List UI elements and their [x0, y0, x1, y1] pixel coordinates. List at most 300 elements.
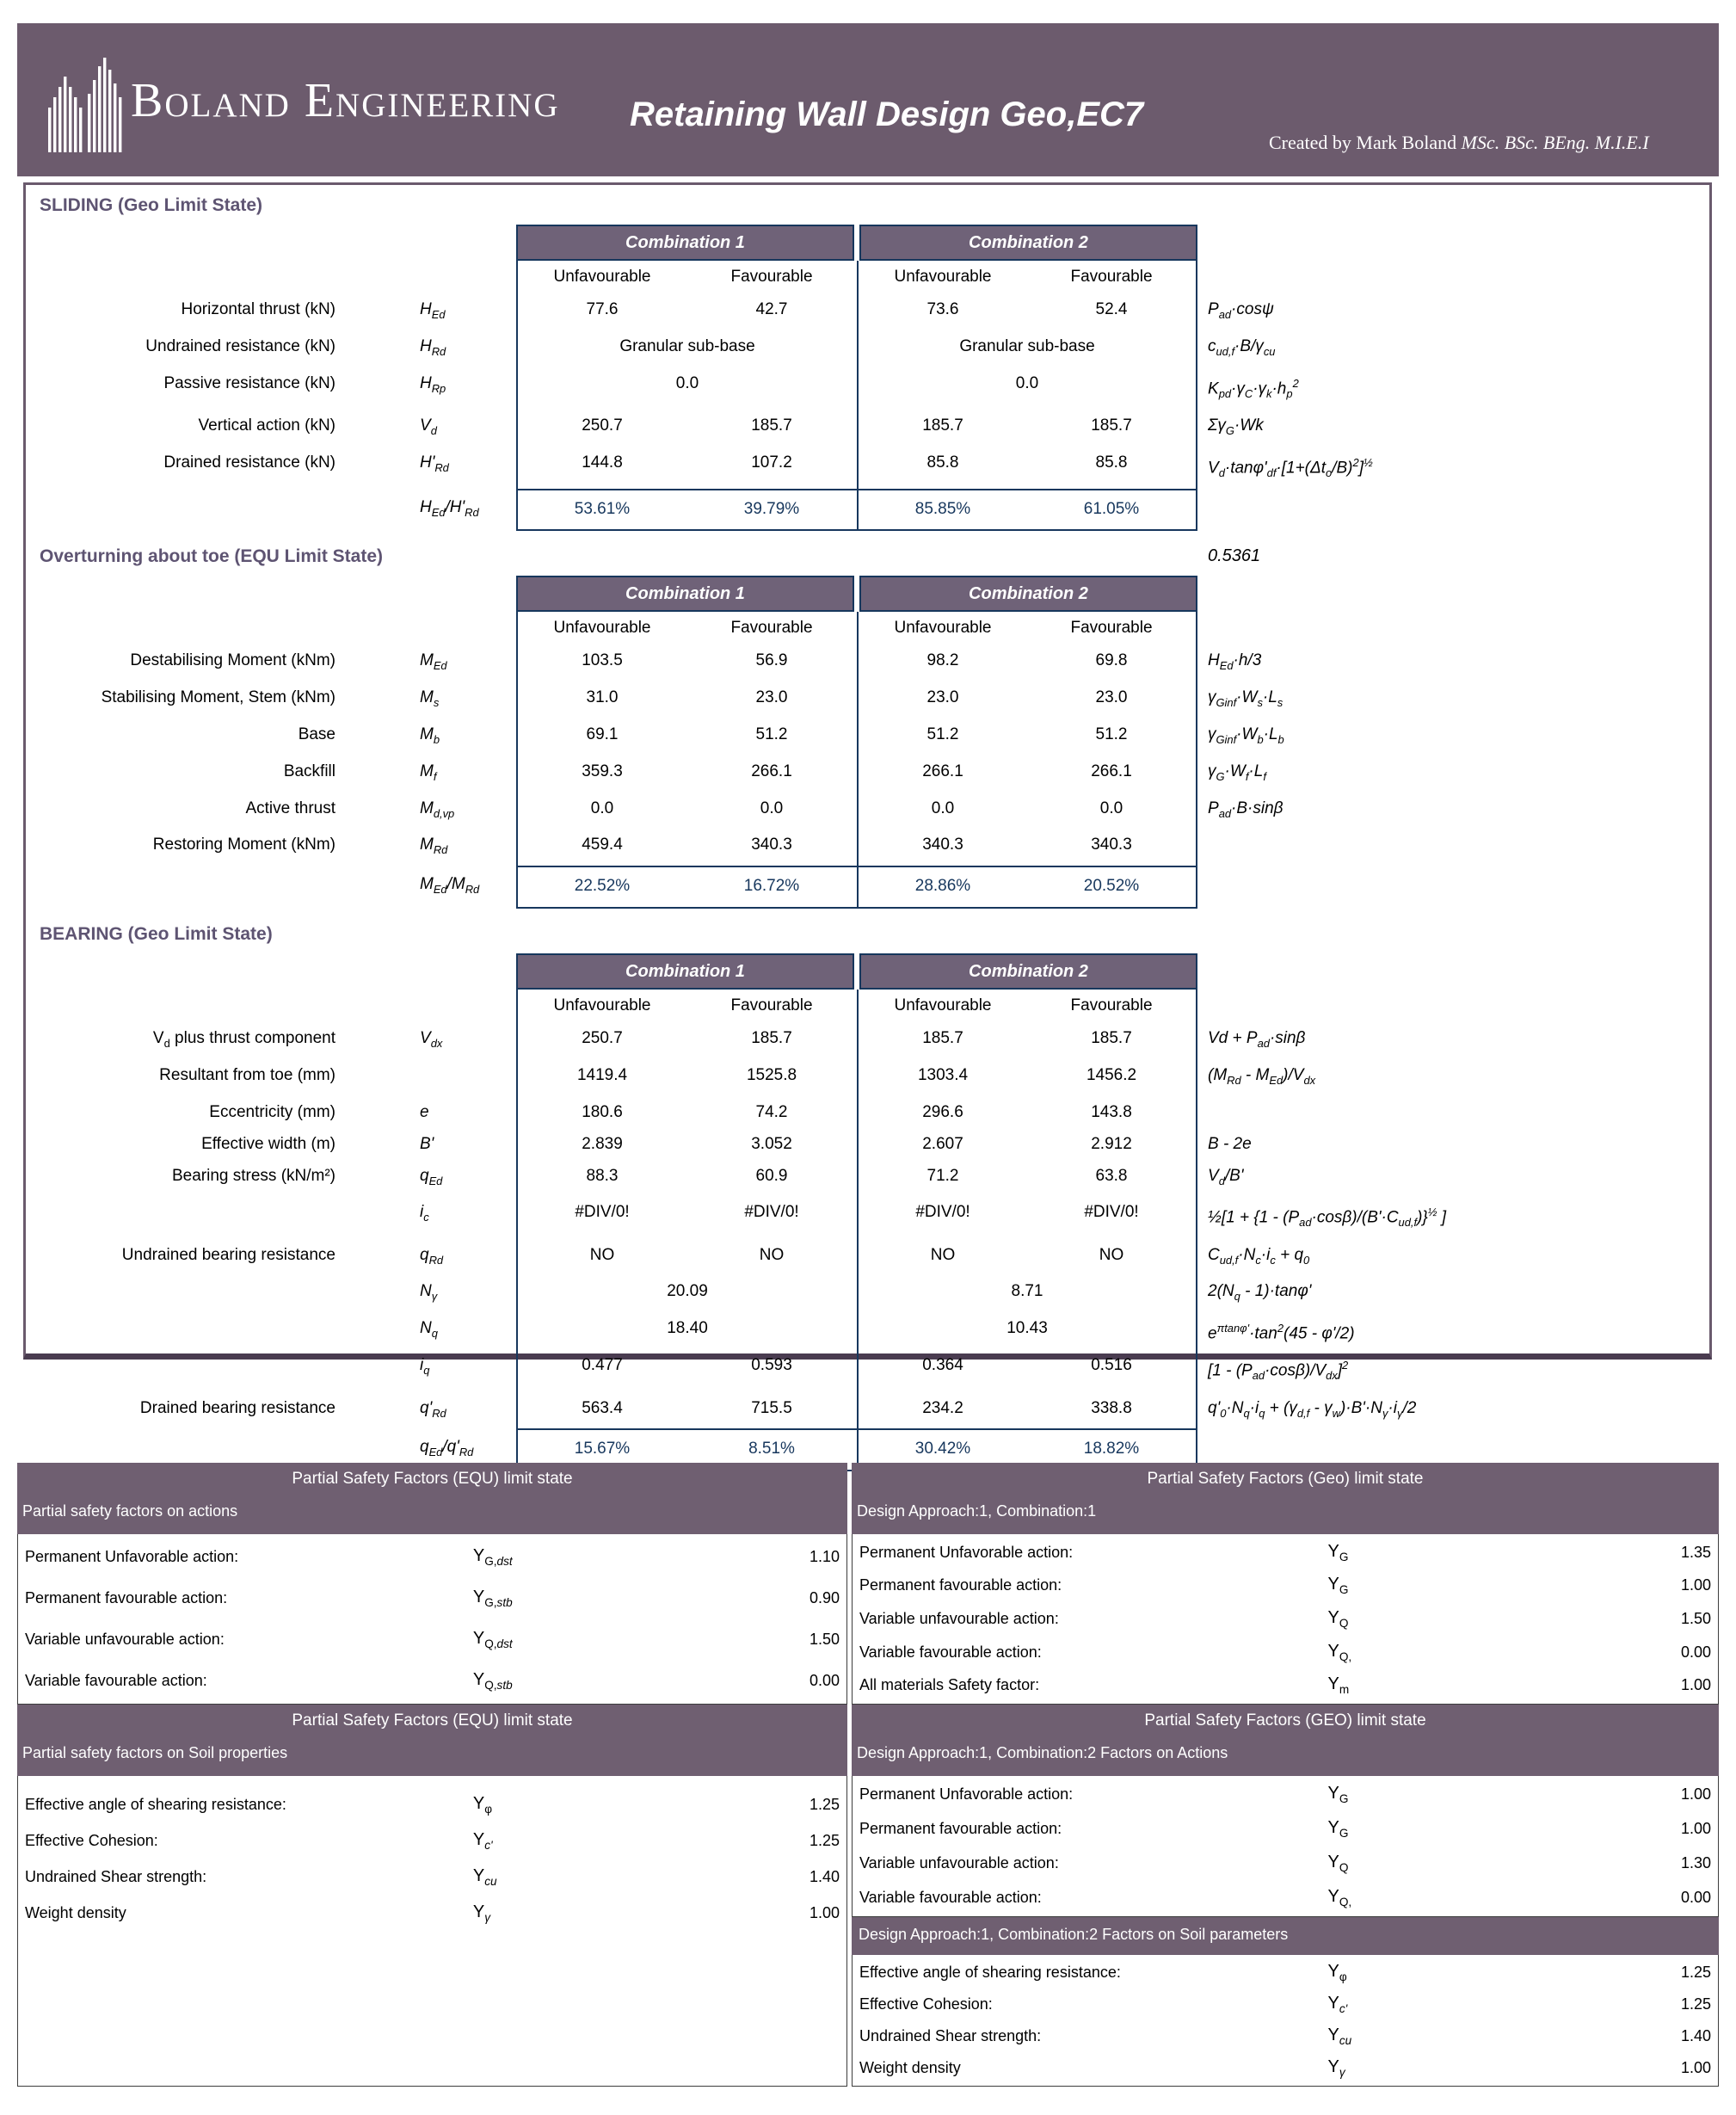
factor-label: Permanent favourable action:: [25, 1588, 228, 1606]
credit-line: [1269, 132, 1649, 154]
formula-cell: $\gamma_{Ginf}\cdot W_b\cdot L_b$: [1208, 725, 1284, 746]
value-cell: 31.0: [516, 681, 686, 718]
factor-label: Effective Cohesion:: [859, 1995, 993, 2013]
factor-label: Undrained Shear strength:: [859, 2027, 1042, 2044]
factor-symbol: $\Upsilon_{c'}$: [1327, 1994, 1348, 2015]
table-row: [34, 447, 1709, 489]
factor-label: Variable favourable action:: [859, 1643, 1042, 1661]
row-label: Resultant from toe (mm): [159, 1065, 336, 1084]
factor-label: All materials Safety factor:: [859, 1676, 1040, 1694]
value-cell: 56.9: [755, 651, 788, 670]
factor-symbol: $\Upsilon_G$: [1327, 1541, 1349, 1563]
factor-label: Variable unfavourable action:: [859, 1853, 1059, 1871]
formula-cell: $P_{ad}\cdot\cos\psi$: [1208, 300, 1274, 321]
row-symbol: $M_{d,vp}$: [420, 799, 455, 820]
value-cell: NO: [1027, 1239, 1197, 1276]
value-cell: 266.1: [1027, 755, 1197, 792]
formula-cell: $V_d/B'$: [1208, 1166, 1244, 1187]
factor-value: 1.00: [1680, 1785, 1711, 1804]
factor-symbol: $\Upsilon_G$: [1327, 1784, 1349, 1806]
factor-value: 1.40: [1680, 2027, 1711, 2044]
factor-label: Weight density: [859, 2059, 961, 2076]
ratio-value-cell: 30.42%: [857, 1428, 1027, 1471]
factor-value: 1.50: [1680, 1609, 1711, 1627]
row-label: Eccentricity (mm): [209, 1102, 336, 1121]
row-symbol: $V_d$: [420, 416, 437, 437]
row-symbol: $i_c$: [420, 1203, 429, 1224]
row-label: Restoring Moment (kNm): [152, 836, 336, 854]
value-cell: 51.2: [1027, 718, 1197, 755]
factor-value: 0.00: [809, 1672, 840, 1690]
factor-symbol: $\Upsilon_{Q,stb}$: [472, 1670, 513, 1693]
factor-band-subtitle: Partial safety factors on actions: [22, 1502, 238, 1520]
formula-cell: $H_{Ed}\cdot h/3$: [1208, 651, 1262, 673]
column-header: Unfavourable: [857, 261, 1027, 293]
value-cell: 1456.2: [1027, 1059, 1197, 1096]
factor-band-left-1: [17, 1705, 847, 1776]
value-cell: 340.3: [751, 836, 792, 854]
factor-label: Variable unfavourable action:: [25, 1631, 225, 1649]
formula-cell: $K_{pd}\cdot\gamma_C\cdot\gamma_k\cdot h_p^2$: [1208, 376, 1299, 400]
row-label: Undrained resistance (kN): [145, 336, 336, 355]
value-cell: 185.7: [751, 416, 792, 435]
factor-label: Variable unfavourable action:: [859, 1609, 1059, 1627]
factor-band-title: Partial Safety Factors (Geo) limit state: [1147, 1470, 1424, 1488]
factor-symbol: $\Upsilon_m$: [1327, 1674, 1350, 1697]
factor-label: Undrained Shear strength:: [25, 1867, 207, 1885]
formula-cell: $\gamma_G\cdot W_f\cdot L_f$: [1208, 762, 1266, 783]
row-symbol: $H_{Ed}$: [420, 300, 446, 321]
column-headers-row: [34, 990, 1709, 1022]
factor-row: [25, 1786, 840, 1822]
value-cell: #DIV/0!: [516, 1196, 686, 1238]
ratio-value-cell: 61.05%: [1027, 489, 1197, 532]
table-row: [34, 367, 1709, 410]
factor-band-right-2: [852, 1917, 1719, 1955]
factor-symbol: $\Upsilon_{Q,}$: [1327, 1886, 1352, 1908]
ratio-value-cell: 53.61%: [516, 489, 686, 532]
factor-row: [859, 1608, 1711, 1630]
factor-value: 1.10: [809, 1547, 840, 1565]
formula-cell: $e^{\pi tan\varphi'}\cdot\tan^2(45 - \varphi'/2)$: [1208, 1322, 1355, 1343]
factor-row: [25, 1588, 840, 1609]
ratio-symbol: $M_{Ed}/M_{Rd}$: [420, 875, 480, 897]
column-header: Favourable: [730, 268, 813, 286]
row-symbol: e: [420, 1102, 429, 1121]
formula-cell: $\gamma_{Ginf}\cdot W_s\cdot L_s$: [1208, 688, 1284, 710]
value-cell: 60.9: [755, 1166, 788, 1185]
ratio-value-cell: 15.67%: [516, 1428, 686, 1471]
value-cell-merged: 18.40: [516, 1312, 857, 1349]
factor-symbol: $\Upsilon_{Q,}$: [1327, 1641, 1352, 1663]
table-row: [34, 718, 1709, 755]
combination-band-row: [34, 225, 1709, 261]
row-symbol: $N_\gamma$: [420, 1282, 438, 1304]
value-cell: 0.364: [857, 1349, 1027, 1391]
factor-row: [859, 1994, 1711, 2015]
factor-row: [25, 1859, 840, 1895]
value-cell: 296.6: [857, 1096, 1027, 1128]
row-label: [34, 489, 349, 532]
column-header: Unfavourable: [516, 612, 686, 644]
value-cell-merged: 0.0: [516, 367, 857, 410]
value-cell: 52.4: [1027, 293, 1197, 330]
row-label: Vertical action (kN): [198, 416, 336, 435]
factor-symbol: $\Upsilon_\gamma$: [472, 1902, 490, 1924]
table-row: [34, 410, 1709, 447]
factor-symbol: $\Upsilon_\gamma$: [1327, 2057, 1345, 2079]
value-cell: 0.0: [760, 799, 784, 817]
value-cell: 23.0: [1027, 681, 1197, 718]
value-cell: 63.8: [1027, 1160, 1197, 1197]
value-cell: 85.8: [857, 447, 1027, 489]
value-cell: 103.5: [516, 644, 686, 681]
factor-symbol: $\Upsilon_\varphi$: [472, 1793, 493, 1816]
factor-band-right-0: [852, 1463, 1719, 1534]
factor-band-title: Partial Safety Factors (GEO) limit state: [1144, 1711, 1426, 1730]
value-cell-merged: 20.09: [516, 1275, 857, 1312]
value-cell: 715.5: [751, 1398, 792, 1417]
factor-label: Permanent Unfavorable action:: [25, 1547, 239, 1565]
formula-cell: $2(N_q - 1)\cdot\tan\varphi'$: [1208, 1282, 1312, 1304]
value-cell: 88.3: [516, 1160, 686, 1197]
factor-row: [859, 1962, 1711, 1983]
value-cell: 85.8: [1027, 447, 1197, 489]
value-cell: 0.0: [516, 792, 686, 829]
value-cell: 266.1: [751, 762, 792, 780]
section-overturning: [34, 546, 1709, 909]
factor-symbol: $\Upsilon_{G,dst}$: [472, 1545, 513, 1568]
value-cell: 266.1: [857, 755, 1027, 792]
factor-row: [25, 1629, 840, 1650]
row-symbol: $q'_{Rd}$: [420, 1398, 446, 1420]
value-cell: 563.4: [516, 1392, 686, 1429]
factor-rows-right-0: [852, 1534, 1719, 1705]
factor-row: [859, 1853, 1711, 1874]
formula-cell: $C_{ud,f}\cdot N_c\cdot i_c + q_0$: [1208, 1245, 1310, 1267]
row-symbol: $M_f$: [420, 762, 437, 783]
table-row: [34, 1059, 1709, 1096]
table-row: [34, 1275, 1709, 1312]
row-label: Drained resistance (kN): [163, 453, 336, 472]
row-label: [34, 1312, 349, 1349]
factor-row: [859, 1674, 1711, 1696]
ratio-value-cell: 39.79%: [686, 489, 857, 532]
factor-row: [859, 1784, 1711, 1805]
value-cell-merged: 8.71: [857, 1275, 1197, 1312]
factor-band-right-1: [852, 1705, 1719, 1776]
value-cell: 69.1: [516, 718, 686, 755]
ratio-value-cell: 18.82%: [1027, 1428, 1197, 1471]
column-header: Favourable: [1027, 990, 1197, 1022]
row-symbol: $H'_{Rd}$: [420, 453, 449, 474]
factor-symbol: $\Upsilon_{Q,dst}$: [472, 1629, 513, 1651]
credit-prefix: Created by Mark Boland: [1269, 132, 1462, 153]
value-cell: 234.2: [857, 1392, 1027, 1429]
value-cell: NO: [759, 1245, 785, 1264]
row-label: Undrained bearing resistance: [121, 1245, 336, 1264]
row-label: Horizontal thrust (kN): [181, 300, 336, 318]
value-cell: 71.2: [857, 1160, 1027, 1197]
value-cell: 250.7: [516, 1022, 686, 1059]
factor-band-subtitle: Design Approach:1, Combination:1: [857, 1502, 1097, 1520]
factor-label: Permanent Unfavorable action:: [859, 1785, 1074, 1804]
column-headers-row: [34, 612, 1709, 644]
formula-cell: B - 2e: [1208, 1134, 1252, 1153]
factor-band-title: Partial Safety Factors (EQU) limit state: [292, 1711, 573, 1730]
value-cell: 0.593: [751, 1356, 792, 1375]
ratio-value-cell: 20.52%: [1027, 866, 1197, 909]
value-cell: 0.477: [516, 1349, 686, 1391]
value-cell: 98.2: [857, 644, 1027, 681]
value-cell: 338.8: [1027, 1392, 1197, 1429]
column-header: Unfavourable: [516, 261, 686, 293]
factor-value: 1.25: [809, 1831, 840, 1849]
factor-symbol: $\Upsilon_{cu}$: [472, 1865, 497, 1888]
factor-row: [859, 1818, 1711, 1840]
column-header: Favourable: [730, 996, 813, 1015]
ratio-symbol: $H_{Ed}/H'_{Rd}$: [420, 497, 479, 519]
row-label: [34, 1275, 349, 1312]
row-label: Drained bearing resistance: [139, 1398, 336, 1417]
value-cell: 2.607: [857, 1128, 1027, 1160]
row-label: Destabilising Moment (kNm): [130, 651, 336, 670]
value-cell: 185.7: [857, 1022, 1027, 1059]
combination-1-header: Combination 1: [516, 225, 854, 261]
factor-symbol: $\Upsilon_{cu}$: [1327, 2026, 1352, 2047]
combination-2-header: Combination 2: [859, 953, 1197, 990]
row-symbol: $i_q$: [420, 1356, 430, 1378]
ratio-row: [34, 489, 1709, 532]
value-cell-merged: 10.43: [857, 1312, 1197, 1349]
factor-symbol: $\Upsilon_\varphi$: [1327, 1962, 1347, 1983]
factor-symbol: $\Upsilon_G$: [1327, 1575, 1349, 1597]
factor-label: Effective Cohesion:: [25, 1831, 158, 1849]
factor-value: 1.40: [809, 1867, 840, 1885]
factor-value: 1.50: [809, 1631, 840, 1649]
formula-cell: $\Sigma\gamma_G\cdot Wk$: [1208, 416, 1264, 437]
row-label: [34, 1196, 349, 1238]
factor-row: [859, 1542, 1711, 1563]
table-row: [34, 1160, 1709, 1197]
factor-value: 0.00: [1680, 1643, 1711, 1661]
table-row: [34, 1239, 1709, 1276]
factor-symbol: $\Upsilon_Q$: [1327, 1607, 1349, 1630]
row-symbol: $H_{Rp}$: [420, 373, 446, 395]
calculation-panel: [23, 182, 1712, 1459]
value-cell: 250.7: [516, 410, 686, 447]
value-cell-merged: Granular sub-base: [857, 330, 1197, 367]
factor-symbol: $\Upsilon_{G,stb}$: [472, 1587, 513, 1609]
factor-value: 1.00: [1680, 1676, 1711, 1694]
formula-cell: $(M_{Rd} - M_{Ed})/V_{dx}$: [1208, 1065, 1316, 1087]
section-header: [34, 546, 1709, 567]
table-row: [34, 1349, 1709, 1391]
app-header: [17, 23, 1719, 176]
value-cell: 23.0: [857, 681, 1027, 718]
factor-symbol: $\Upsilon_G$: [1327, 1818, 1349, 1841]
factor-label: Effective angle of shearing resistance:: [859, 1964, 1121, 1981]
value-cell-merged: Granular sub-base: [516, 330, 857, 367]
factor-value: 1.25: [1680, 1964, 1711, 1981]
combination-band-row: [34, 576, 1709, 612]
row-label: Effective width (m): [201, 1134, 336, 1153]
value-cell: NO: [516, 1239, 686, 1276]
row-symbol: $M_b$: [420, 725, 440, 746]
factor-row: [859, 1575, 1711, 1596]
brand-name: Boland Engineering: [131, 74, 560, 127]
value-cell: 73.6: [857, 293, 1027, 330]
factor-rows-left-1: [17, 1776, 847, 2087]
row-symbol: $q_{Ed}$: [420, 1166, 443, 1187]
table-row: [34, 755, 1709, 792]
value-cell: 0.0: [857, 792, 1027, 829]
table-row: [34, 1392, 1709, 1429]
formula-cell: $q'_0\cdot N_q\cdot i_q + (\gamma_{d,f} - \gamma_w)\cdot B'\cdot N_\gamma\cdot i_\gamma/2$: [1208, 1398, 1417, 1420]
row-label: Bearing stress (kN/m²): [171, 1166, 336, 1185]
combination-1-header: Combination 1: [516, 576, 854, 612]
row-label: Passive resistance (kN): [163, 373, 336, 392]
table-row: [34, 1196, 1709, 1238]
factor-band-subtitle: Design Approach:1, Combination:2 Factors on Actions: [857, 1744, 1228, 1761]
row-symbol: B': [420, 1134, 434, 1153]
table-row: [34, 1022, 1709, 1059]
row-label: [34, 1349, 349, 1391]
value-cell: 51.2: [755, 725, 788, 744]
value-cell: 340.3: [857, 829, 1027, 866]
value-cell: 1419.4: [516, 1059, 686, 1096]
value-cell: 2.912: [1027, 1128, 1197, 1160]
column-header: Favourable: [1027, 261, 1197, 293]
factor-value: 1.25: [809, 1795, 840, 1813]
value-cell: 359.3: [516, 755, 686, 792]
ratio-value-cell: 28.86%: [857, 866, 1027, 909]
factor-symbol: $\Upsilon_{c'}$: [472, 1829, 493, 1852]
value-cell: 107.2: [751, 453, 792, 472]
section-header: [34, 924, 1709, 945]
row-label: [34, 866, 349, 909]
formula-cell: [1197, 1096, 1709, 1128]
combination-2-header: Combination 2: [859, 576, 1197, 612]
safety-factors-region: [17, 1463, 1719, 2087]
factor-band-subtitle: Partial safety factors on Soil properties: [22, 1744, 288, 1761]
ratio-value-cell: 16.72%: [686, 866, 857, 909]
row-symbol: $H_{Rd}$: [420, 336, 446, 358]
value-cell: 144.8: [516, 447, 686, 489]
value-cell: 180.6: [516, 1096, 686, 1128]
ratio-value-cell: 8.51%: [686, 1428, 857, 1471]
factor-rows-left-0: [17, 1534, 847, 1705]
factor-label: Variable favourable action:: [25, 1672, 207, 1690]
value-cell: 0.516: [1027, 1349, 1197, 1391]
ratio-symbol: $q_{Ed}/q'_{Rd}$: [420, 1438, 474, 1459]
geo-factors-column: [852, 1463, 1719, 2087]
value-cell: NO: [857, 1239, 1027, 1276]
section-sliding: [34, 195, 1709, 531]
value-cell: 77.6: [516, 293, 686, 330]
factor-band-title: Partial Safety Factors (EQU) limit state: [292, 1470, 573, 1488]
factor-value: 0.00: [1680, 1888, 1711, 1906]
factor-value: 1.30: [1680, 1853, 1711, 1871]
factor-label: Effective angle of shearing resistance:: [25, 1795, 286, 1813]
factor-row: [25, 1546, 840, 1568]
value-cell: 0.0: [1027, 792, 1197, 829]
factor-label: Variable favourable action:: [859, 1888, 1042, 1906]
value-cell: #DIV/0!: [857, 1196, 1027, 1238]
section-header: [34, 195, 1709, 216]
factor-row: [25, 1822, 840, 1859]
formula-cell: $P_{ad}\cdot B\cdot\sin\beta$: [1208, 799, 1284, 820]
factor-row: [25, 1670, 840, 1692]
ratio-row: [34, 866, 1709, 909]
factor-row: [859, 1887, 1711, 1908]
value-cell: 185.7: [751, 1029, 792, 1048]
factor-value: 0.90: [809, 1588, 840, 1606]
section-bearing: [34, 924, 1709, 1471]
factor-label: Permanent favourable action:: [859, 1576, 1062, 1594]
factor-rows-right-2: [852, 1955, 1719, 2087]
combination-band-row: [34, 953, 1709, 990]
value-cell: 340.3: [1027, 829, 1197, 866]
table-row: [34, 330, 1709, 367]
table-row: [34, 293, 1709, 330]
factor-value: 1.00: [1680, 1576, 1711, 1594]
intermediate-value-note: 0.5361: [1208, 546, 1261, 566]
formula-cell: [1197, 829, 1709, 866]
table-row: [34, 1128, 1709, 1160]
factor-label: Weight density: [25, 1903, 126, 1921]
column-headers-row: [34, 261, 1709, 293]
row-label: $V_d$ plus thrust component: [152, 1029, 336, 1050]
table-row: [34, 792, 1709, 829]
value-cell: 185.7: [1027, 410, 1197, 447]
value-cell: 74.2: [755, 1102, 788, 1121]
value-cell: 459.4: [516, 829, 686, 866]
section-title: SLIDING (Geo Limit State): [40, 195, 263, 215]
section-title: Overturning about toe (EQU Limit State): [40, 546, 384, 567]
formula-cell: $[1 - (P_{ad}\cdot\cos\beta)/V_{dx}]^2$: [1208, 1359, 1349, 1383]
factor-label: Permanent favourable action:: [859, 1820, 1062, 1838]
value-cell: 3.052: [751, 1134, 792, 1153]
factor-value: 1.35: [1680, 1543, 1711, 1561]
boland-logo-icon: [48, 58, 127, 152]
section-title: BEARING (Geo Limit State): [40, 924, 273, 945]
factor-symbol: $\Upsilon_Q$: [1327, 1852, 1349, 1874]
value-cell: #DIV/0!: [744, 1203, 799, 1222]
formula-cell: $Vd + P_{ad}\cdot\sin\beta$: [1208, 1029, 1306, 1050]
value-cell: #DIV/0!: [1027, 1196, 1197, 1238]
value-cell: 143.8: [1027, 1096, 1197, 1128]
value-cell: 185.7: [857, 410, 1027, 447]
column-header: Unfavourable: [857, 990, 1027, 1022]
column-header: Unfavourable: [516, 990, 686, 1022]
combination-2-header: Combination 2: [859, 225, 1197, 261]
factor-band-left-0: [17, 1463, 847, 1534]
factor-label: Permanent Unfavorable action:: [859, 1543, 1074, 1561]
formula-cell: $V_d\cdot\tan\varphi'_{df}\cdot[1+(\Delta t_o/B)^2]^{\frac{1}{2}}$: [1208, 455, 1373, 479]
row-symbol: $M_{Ed}$: [420, 651, 447, 673]
equ-factors-column: [17, 1463, 847, 2087]
value-cell-merged: 0.0: [857, 367, 1197, 410]
value-cell: 1303.4: [857, 1059, 1027, 1096]
column-header: Unfavourable: [857, 612, 1027, 644]
value-cell: 185.7: [1027, 1022, 1197, 1059]
row-label: Base: [298, 725, 336, 744]
factor-value: 1.00: [1680, 1820, 1711, 1838]
value-cell: 23.0: [755, 688, 788, 707]
column-header: Favourable: [730, 619, 813, 638]
table-row: [34, 829, 1709, 866]
